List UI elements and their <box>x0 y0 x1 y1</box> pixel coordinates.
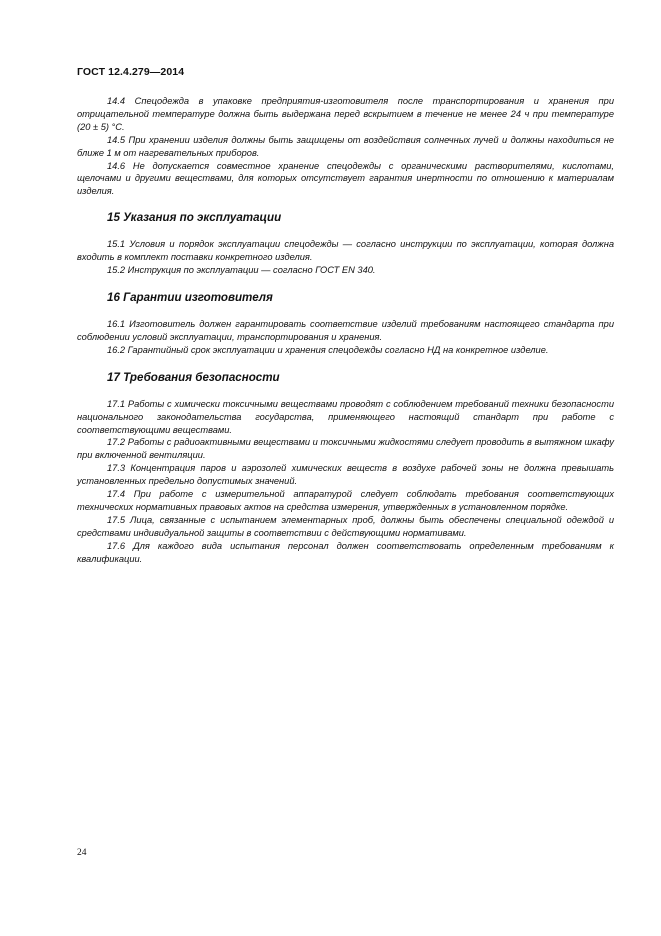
paragraph-14-6: 14.6 Не допускается совместное хранение спецодежды с органическими растворителями, кислотами, щелочами и другими веществами, для которых отсутствует гарантия инертности по отношению к материалам изделия. <box>77 160 614 197</box>
paragraph-17-5: 17.5 Лица, связанные с испытанием элементарных проб, должны быть обеспечены специальной одеждой и средствами индивидуальной защиты в соответствии с действующими нормативами. <box>77 514 614 538</box>
document-header: ГОСТ 12.4.279—2014 <box>77 66 185 78</box>
paragraph-17-1: 17.1 Работы с химически токсичными веществами проводят с соблюдением требований техники безопасности национального законодательства государства, применяющего настоящий стандарт при работе с соответствующими веществами. <box>77 398 614 435</box>
paragraph-15-2: 15.2 Инструкция по эксплуатации — согласно ГОСТ EN 340. <box>107 265 376 276</box>
paragraph-17-3: 17.3 Концентрация паров и аэрозолей химических веществ в воздухе рабочей зоны не должна превышать установленных предельно допустимых значений. <box>77 463 614 487</box>
paragraph-16-2: 16.2 Гарантийный срок эксплуатации и хранения спецодежды согласно НД на конкретное изделие. <box>107 344 549 355</box>
paragraph-17-6: 17.6 Для каждого вида испытания персонал должен соответствовать определенным требованиям к квалификации. <box>77 540 614 564</box>
paragraph-14-4: 14.4 Спецодежда в упаковке предприятия-изготовителя после транспортирования и хранения при отрицательной температуре должна быть выдержана перед вскрытием в течение не менее 24 ч при температуре (20 ± 5) °С. <box>77 96 614 132</box>
paragraph-17-4: 17.4 При работе с измерительной аппаратурой следует соблюдать требования соответствующих технических нормативных правовых актов на средства измерения, утвержденных в установленном порядке. <box>77 489 614 512</box>
paragraph-15-1: 15.1 Условия и порядок эксплуатации спецодежды — согласно инструкции по эксплуатации, которая должна входить в комплект поставки конкретного изделия. <box>77 239 614 263</box>
section-16-heading: 16 Гарантии изготовителя <box>107 290 273 304</box>
paragraph-16-1: 16.1 Изготовитель должен гарантировать соответствие изделий требованиям настоящего стандарта при соблюдении условий эксплуатации, транспортирования и хранения. <box>77 318 614 342</box>
document-body <box>77 95 614 565</box>
page-number: 24 <box>77 848 87 858</box>
section-17-heading: 17 Требования безопасности <box>107 370 280 384</box>
section-15-heading: 15 Указания по эксплуатации <box>107 211 282 225</box>
paragraph-14-5: 14.5 При хранении изделия должны быть защищены от воздействия солнечных лучей и должны находиться не ближе 1 м от нагревательных приборов. <box>77 134 614 158</box>
paragraph-17-2: 17.2 Работы с радиоактивными веществами и токсичными жидкостями следует проводить в вытяжном шкафу при включенной вентиляции. <box>77 437 614 461</box>
